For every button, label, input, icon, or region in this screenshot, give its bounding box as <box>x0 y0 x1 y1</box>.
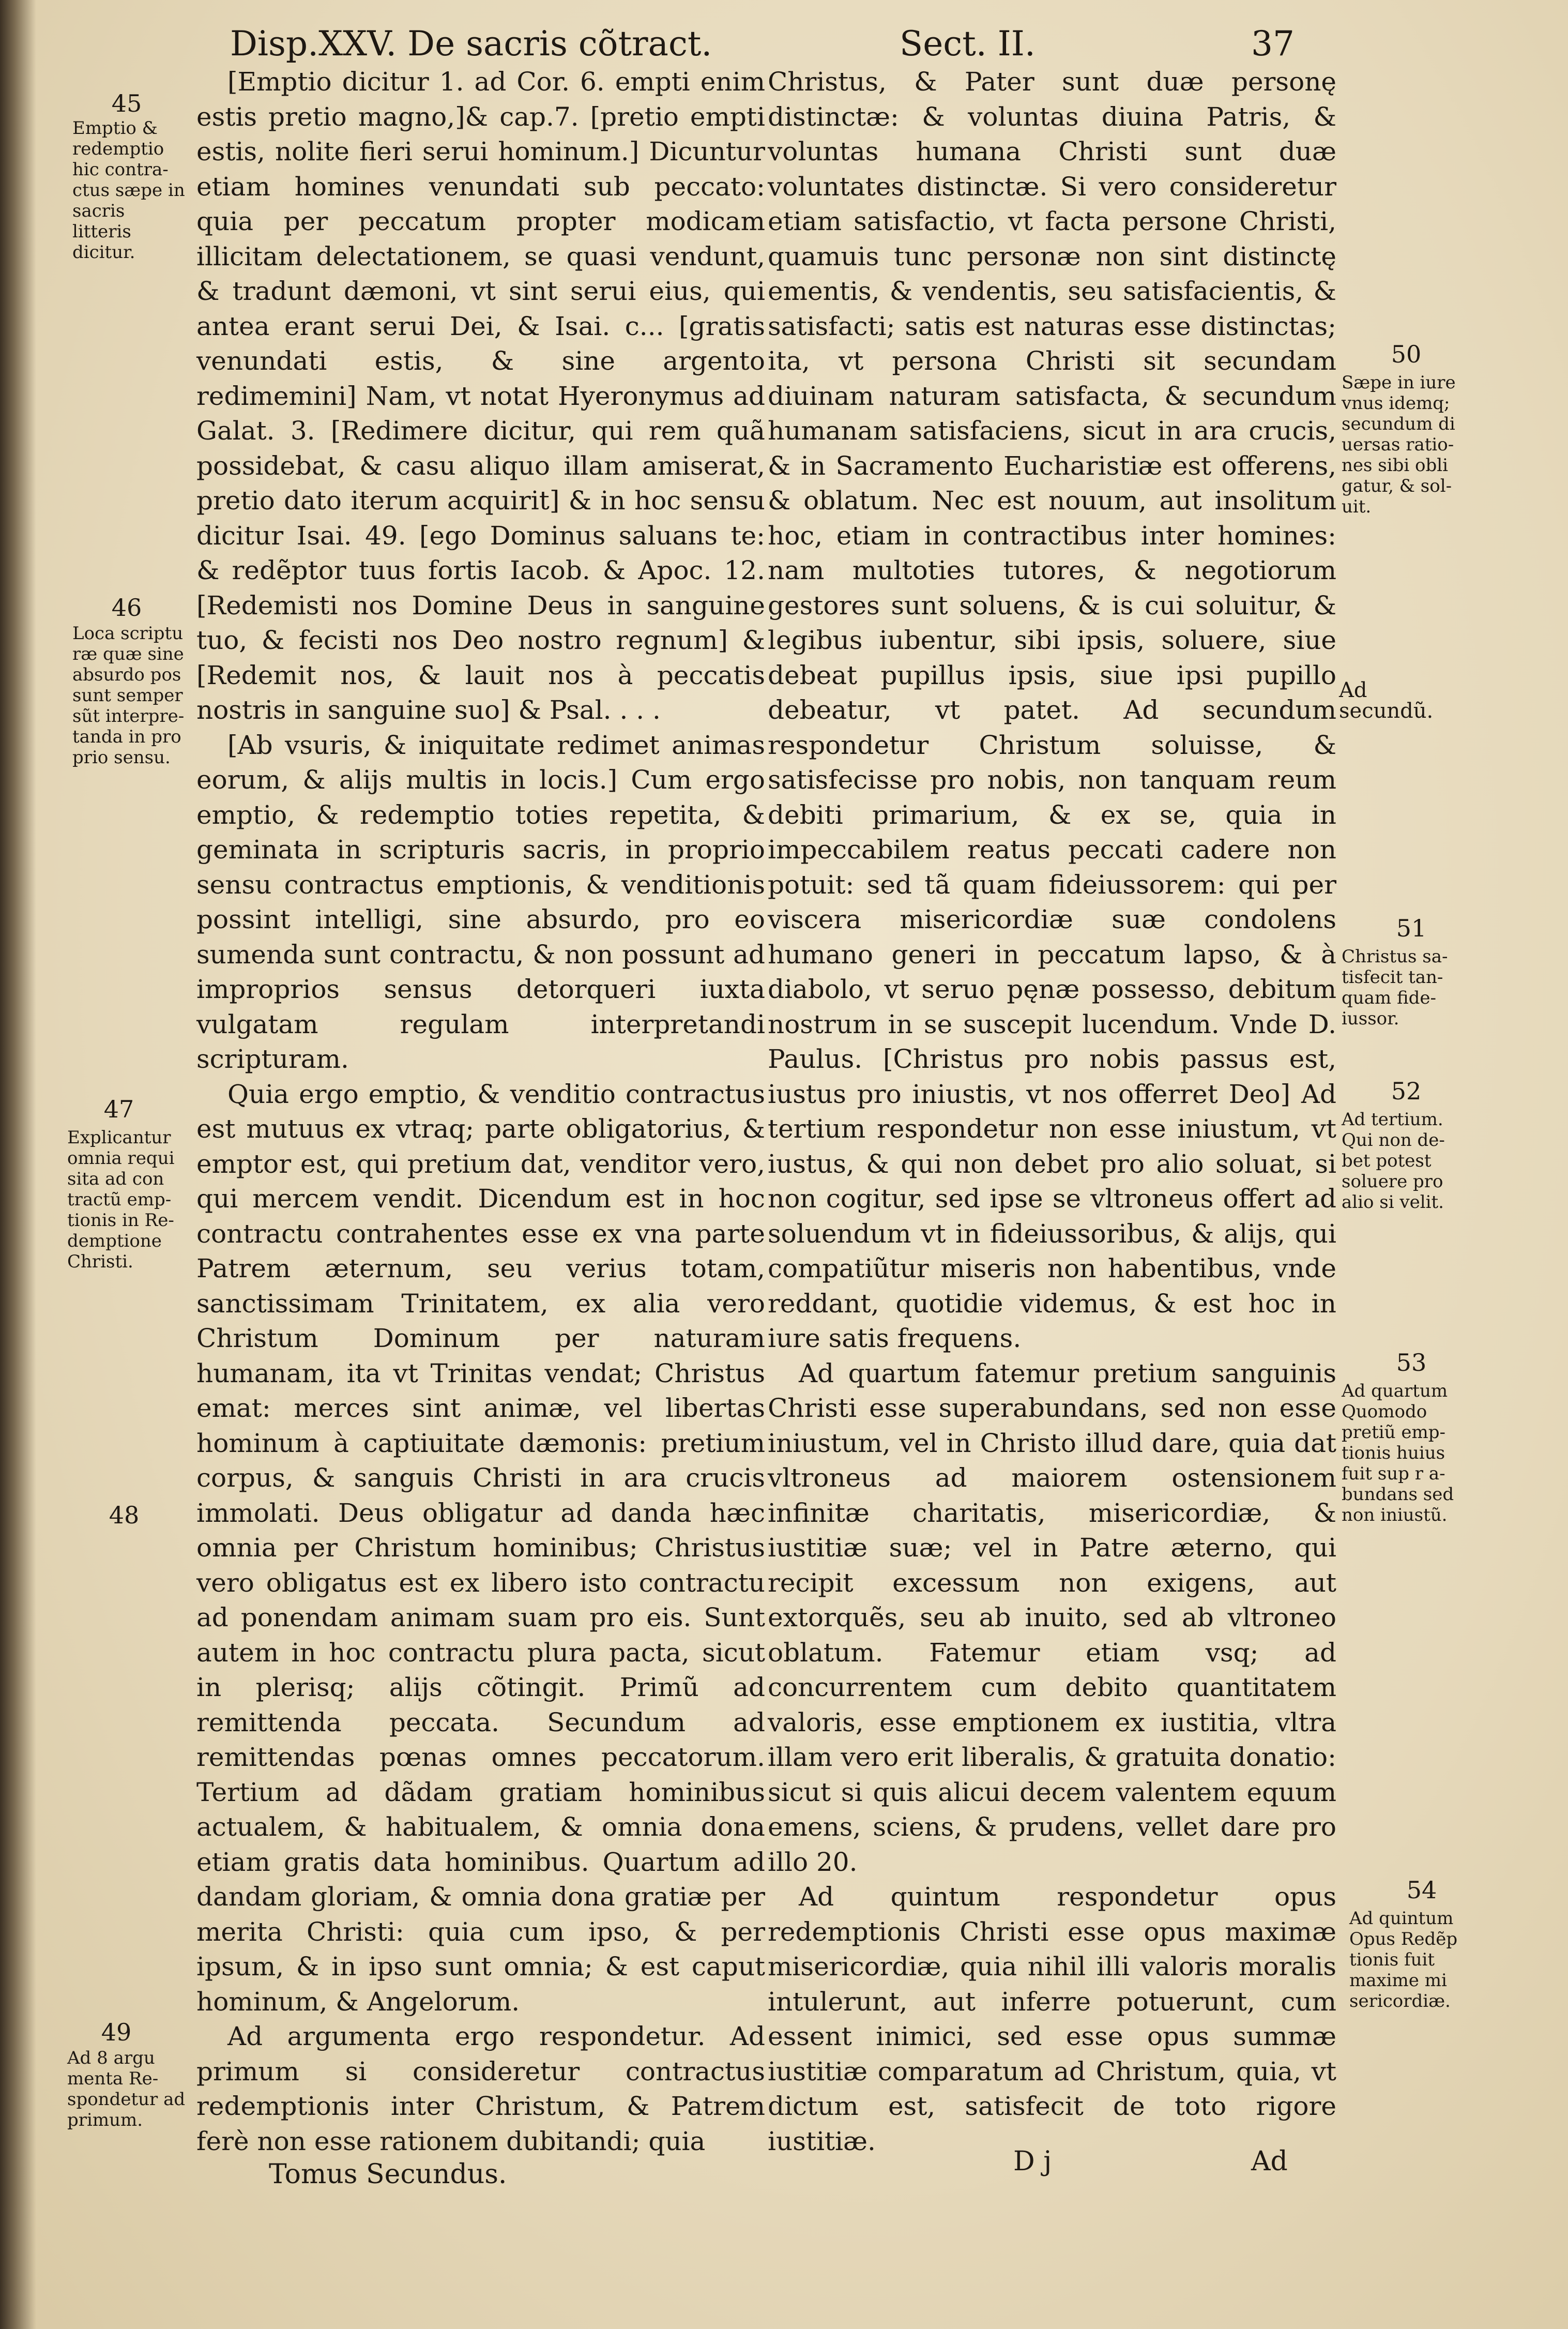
volume-footer: Tomus Secundus. <box>269 2159 507 2190</box>
margin-note: Sæpe in iure vnus idemq; secundum di uersas ratio- nes sibi obli gatur, & sol- uit. <box>1342 372 1456 517</box>
margin-note: Ad 8 argu menta Re- spondetur ad primum. <box>67 2048 186 2130</box>
paragraph: Ad quartum fatemur pretium sanguinis Christi esse superabundans, sed non esse iniustum, vel in Christo illud dare, quia dat vltroneus ad maiorem ostensionem infinitæ charitatis, misericordiæ, & iustitiæ suæ; vel in Patre æterno, qui recipit excessum non exigens, aut extorquẽs, seu ab inuito, sed ab vltroneo oblatum. Fatemur etiam vsq; ad concurrentem cum debito quantitatem valoris, esse emptionem ex iustitia, vltra illam vero erit liberalis, & gratuita donatio: sicut si quis alicui decem valentem equum emens, sciens, & prudens, vellet dare pro illo 20. <box>768 1358 1336 1877</box>
margin-note: Christus sa- tisfecit tan- quam fide- iussor. <box>1342 946 1448 1029</box>
margin-note: Loca scriptu ræ quæ sine absurdo pos sunt semper sũt interpre- tanda in pro prio sensu. <box>72 623 185 768</box>
page-number: 37 <box>1251 24 1295 64</box>
margin-note-number: 46 <box>111 594 142 622</box>
margin-note-number: 50 <box>1391 340 1422 368</box>
margin-note-number: 53 <box>1396 1349 1427 1377</box>
margin-note-number: 49 <box>101 2018 132 2046</box>
running-head-left-title: Disp.XXV. De sacris cõtract. <box>230 24 712 64</box>
paragraph: [Emptio dicitur 1. ad Cor. 6. empti enim estis pretio magno,]& cap.7. [pretio empti estis, nolite fieri serui hominum.] Dicuntur etiam homines venundati sub peccato: quia per peccatum propter modicam illicitam delectationem, se quasi vendunt, & tradunt dæmoni, vt sint serui eius, qui antea erant serui Dei, & Isai. c... [gratis venundati estis, & sine argento redimemini] Nam, vt notat Hyeronymus ad Galat. 3. [Redimere dicitur, qui rem quã possidebat, & casu aliquo illam amiserat, pretio dato iterum acquirit] & in hoc sensu dicitur Isai. 49. [ego Dominus saluans te: & redẽptor tuus fortis Iacob. & Apoc. 12. [Redemisti nos Domine Deus in sanguine tuo, & fecisti nos Deo nostro regnum] & [Redemit nos, & lauit nos à peccatis nostris in sanguine suo] & Psal. . . . <box>196 67 765 725</box>
right-column <box>768 65 1336 2159</box>
margin-note: Ad quintum Opus Redẽp tionis fuit maxime mi sericordiæ. <box>1349 1908 1458 2012</box>
gutter-shadow <box>0 0 36 2329</box>
margin-note: Ad tertium. Qui non de- bet potest soluere pro alio si velit. <box>1342 1109 1445 1213</box>
left-column <box>196 65 765 2159</box>
margin-note: Emptio & redemptio hic contra- ctus sæpe in sacris litteris dicitur. <box>72 118 185 263</box>
margin-note-number: 52 <box>1391 1077 1422 1105</box>
paragraph: Christus, & Pater sunt duæ personę distinctæ: & voluntas diuina Patris, & voluntas humana Christi sunt duæ voluntates distinctæ. Si vero consideretur etiam satisfactio, vt facta persone Christi, quamuis tunc personæ non sint distinctę ementis, & vendentis, seu satisfacientis, & satisfacti; satis est naturas esse distinctas; ita, vt persona Christi sit secundam diuinam naturam satisfacta, & secundum humanam satisfaciens, sicut in ara crucis, & in Sacramento Eucharistiæ est offerens, & oblatum. Nec est nouum, aut insolitum hoc, etiam in contractibus inter homines: nam multoties tutores, & negotiorum gestores sunt soluens, & is cui soluitur, & legibus iubentur, sibi ipsis, soluere, siue debeat pupillus ipsis, siue ipsi pupillo debeatur, vt patet. Ad secundum respondetur Christum soluisse, & satisfecisse pro nobis, non tanquam reum debiti primarium, & ex se, quia in impeccabilem reatus peccati cadere non potuit: sed tã quam fideiussorem: qui per viscera misericordiæ suæ condolens humano generi in peccatum lapso, & à diabolo, vt seruo pęnæ possesso, debitum nostrum in se suscepit lucendum. Vnde D. Paulus. [Christus pro nobis passus est, iustus pro iniustis, vt nos offerret Deo] Ad tertium respondetur non esse iniustum, vt iustus, & qui non debet pro alio soluat, si non cogitur, sed ipse se vltroneus offert ad soluendum vt in fideiussoribus, & alijs, qui compatiũtur miseris non habentibus, vnde reddant, quotidie videmus, & est hoc in iure satis frequens. <box>768 67 1336 1353</box>
margin-note-number: 47 <box>103 1095 134 1123</box>
running-head-section: Sect. II. <box>900 24 1036 64</box>
margin-note-number: 54 <box>1406 1876 1437 1904</box>
margin-note-number: 45 <box>111 89 142 117</box>
margin-note: Ad quartum Quomodo pretiũ emp- tionis huius fuit sup r a- bundans sed non iniustũ. <box>1342 1381 1454 1525</box>
margin-note: Explicantur omnia requi sita ad con tractũ emp- tionis in Re- demptione Christi. <box>67 1127 175 1272</box>
signature-mark: D j <box>1013 2146 1052 2177</box>
margin-note: Ad secundũ. <box>1339 678 1434 723</box>
paragraph: Ad quintum respondetur opus redemptionis Christi esse opus maximæ misericordiæ, quia nihil illi valoris moralis intulerunt, aut inferre potuerunt, cum essent inimici, sed esse opus summæ iustitiæ comparatum ad Christum, quia, vt dictum est, satisfecit de toto rigore iustitiæ. <box>768 1882 1336 2156</box>
margin-note-number: 51 <box>1396 914 1427 942</box>
catchword: Ad <box>1251 2146 1288 2177</box>
paragraph: Ad argumenta ergo respondetur. Ad primum si consideretur contractus redemptionis inter Christum, & Patrem ferè non esse rationem dubitandi; quia <box>196 2021 765 2156</box>
paragraph: Quia ergo emptio, & venditio contractus est mutuus ex vtraq; parte obligatorius, & emptor est, qui pretium dat, venditor vero, qui mercem vendit. Dicendum est in hoc contractu contrahentes esse ex vna parte Patrem æternum, seu verius totam, sanctissimam Trinitatem, ex alia vero Christum Dominum per naturam humanam, ita vt Trinitas vendat; Christus emat: merces sint animæ, vel libertas hominum à captiuitate dæmonis: pretium corpus, & sanguis Christi in ara crucis immolati. Deus obligatur ad danda hæc omnia per Christum hominibus; Christus vero obligatus est ex libero isto contractu ad ponendam animam suam pro eis. Sunt autem in hoc contractu plura pacta, sicut in plerisq; alijs cõtingit. Primũ ad remittenda peccata. Secundum ad remittendas pœnas omnes peccatorum. Tertium ad dãdam gratiam hominibus actualem, & habitualem, & omnia dona etiam gratis data hominibus. Quartum ad dandam gloriam, & omnia dona gratiæ per merita Christi: quia cum ipso, & per ipsum, & in ipso sunt omnia; & est caput hominum, & Angelorum. <box>196 1079 765 2017</box>
paragraph: [Ab vsuris, & iniquitate redimet animas eorum, & alijs multis in locis.] Cum ergo emptio, & redemptio toties repetita, & geminata in scripturis sacris, in proprio sensu contractus emptionis, & venditionis possint intelligi, sine absurdo, pro eo sumenda sunt contractu, & non possunt ad improprios sensus detorqueri iuxta vulgatam regulam interpretandi scripturam. <box>196 730 765 1074</box>
margin-note-number: 48 <box>109 1501 140 1529</box>
